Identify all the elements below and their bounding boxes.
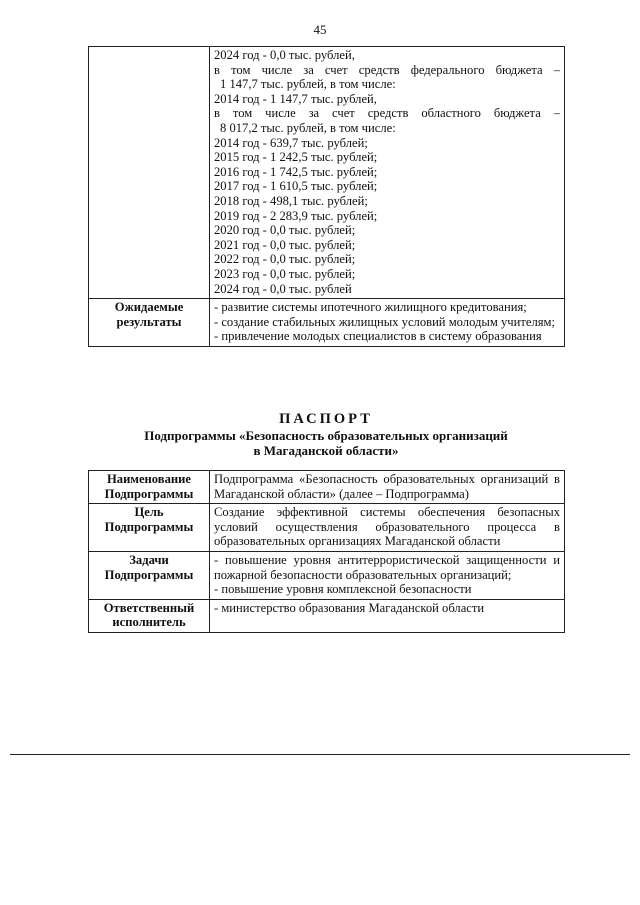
row-label-line: исполнитель: [112, 615, 186, 630]
funding-line: 2014 год - 1 147,7 тыс. рублей,: [214, 91, 377, 106]
row-label-line: Наименование: [107, 472, 191, 486]
passport-header: [88, 410, 564, 458]
funding-label-cell: [89, 47, 210, 299]
passport-row-goal: [89, 504, 565, 552]
funding-line: 2017 год - 1 610,5 тыс. рублей;: [214, 179, 378, 194]
task-item: - повышение уровня антитеррористической защищенности и пожарной безопасности образовательных организаций;: [214, 552, 560, 582]
results-row: [89, 299, 565, 347]
tasks-cell: [210, 551, 565, 599]
row-label-line: Ответственный: [103, 600, 195, 615]
funding-cell: [210, 47, 565, 299]
funding-line: 2015 год - 1 242,5 тыс. рублей;: [214, 150, 378, 165]
row-label-line: Задачи: [129, 552, 169, 567]
row-content: - министерство образования Магаданской области: [210, 599, 565, 632]
bottom-rule: [10, 754, 630, 755]
funding-row: [89, 47, 565, 299]
results-cell: [210, 299, 565, 347]
funding-line: 1 147,7 тыс. рублей, в том числе:: [220, 77, 396, 92]
funding-line: 2024 год - 0,0 тыс. рублей: [214, 281, 352, 296]
funding-line: 2022 год - 0,0 тыс. рублей;: [214, 252, 356, 267]
funding-line: 2018 год - 498,1 тыс. рублей;: [214, 193, 368, 208]
row-label-cell: [89, 471, 210, 504]
funding-line: 2014 год - 639,7 тыс. рублей;: [214, 135, 368, 150]
funding-line: 2019 год - 2 283,9 тыс. рублей;: [214, 208, 378, 223]
funding-line: 2021 год - 0,0 тыс. рублей;: [214, 237, 356, 252]
row-label-line: Подпрограммы: [104, 519, 194, 534]
row-label-cell: [89, 599, 210, 632]
results-label-line: Ожидаемые: [114, 300, 184, 315]
funding-line: 2023 год - 0,0 тыс. рублей;: [214, 266, 356, 281]
funding-line: 2024 год - 0,0 тыс. рублей,: [214, 48, 355, 62]
funding-line: 2016 год - 1 742,5 тыс. рублей;: [214, 164, 378, 179]
funding-line: 8 017,2 тыс. рублей, в том числе:: [220, 120, 396, 135]
row-content: Подпрограмма «Безопасность образовательных организаций в Магаданской области» (далее – Подпрограмма): [210, 471, 565, 504]
row-content: Создание эффективной системы обеспечения безопасных условий осуществления образовательного процесса в образовательных организациях Магаданской области: [210, 504, 565, 552]
passport-row-executor: [89, 599, 565, 632]
row-label-line: Цель: [134, 505, 164, 520]
page-number: 45: [313, 22, 327, 37]
row-label-line: Подпрограммы: [104, 486, 194, 501]
row-label-cell: [89, 551, 210, 599]
results-label-cell: [89, 299, 210, 347]
results-item: - привлечение молодых специалистов в систему образования: [214, 329, 542, 344]
passport-row-name: [89, 471, 565, 504]
results-item: - развитие системы ипотечного жилищного кредитования;: [214, 300, 527, 315]
funding-line: в том числе за счет средств федерального бюджета –: [214, 62, 560, 77]
row-label-cell: [89, 504, 210, 552]
passport-table: [88, 470, 565, 633]
passport-row-tasks: [89, 551, 565, 599]
funding-line: в том числе за счет средств областного бюджета –: [214, 106, 560, 121]
passport-heading: ПАСПОРТ: [279, 411, 373, 427]
funding-line: 2020 год - 0,0 тыс. рублей;: [214, 223, 356, 238]
task-item: - повышение уровня комплексной безопасности: [214, 582, 472, 597]
results-label-line: результаты: [116, 314, 182, 329]
passport-title-line: в Магаданской области»: [253, 443, 399, 458]
row-label-line: Подпрограммы: [104, 567, 194, 582]
passport-title-line: Подпрограммы «Безопасность образовательных организаций: [144, 428, 508, 443]
results-item: - создание стабильных жилищных условий молодым учителям;: [214, 314, 556, 329]
funding-table: [88, 46, 565, 347]
